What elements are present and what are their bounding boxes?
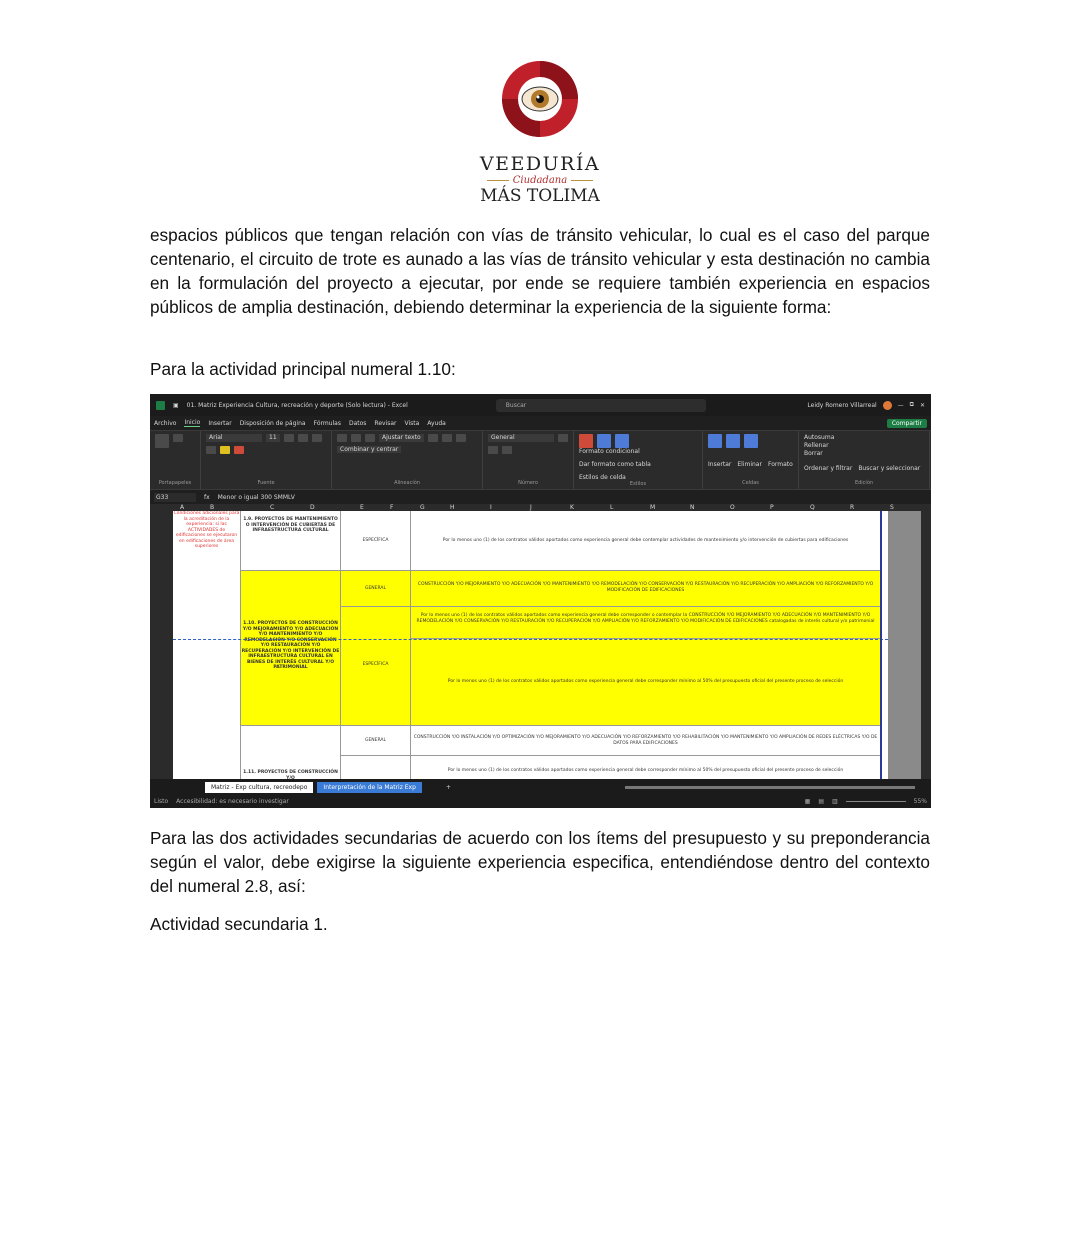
- zoom-level[interactable]: 55%: [913, 798, 927, 805]
- italic-icon[interactable]: [298, 434, 308, 442]
- ribbon-font: [201, 431, 332, 489]
- view-pagebreak-icon[interactable]: ▥: [831, 798, 838, 805]
- paragraph-activity-main: Para la actividad principal numeral 1.10:: [150, 359, 456, 379]
- col-o[interactable]: O: [730, 504, 735, 511]
- format-label: Formato: [767, 460, 793, 468]
- ribbon-group-label: Fuente: [257, 480, 275, 486]
- ribbon-clipboard: [150, 431, 201, 489]
- cell-styles-label: Estilos de celda: [579, 474, 626, 481]
- col-l[interactable]: L: [610, 504, 614, 511]
- align-bottom-icon[interactable]: [365, 434, 375, 442]
- menu-disposicion[interactable]: Disposición de página: [239, 419, 306, 427]
- menu-inicio[interactable]: Inicio: [184, 419, 201, 426]
- delete-cells-icon[interactable]: [726, 434, 740, 448]
- menu-datos[interactable]: Datos: [348, 419, 367, 427]
- cell-note-red[interactable]: Condiciones adicionales para la acreditación de la experiencia: si las ACTIVIDADES de edificaciones se ejecutaron en edificaciones de área superiores: [173, 511, 241, 571]
- col-g[interactable]: G: [420, 504, 425, 511]
- page-break-line: [173, 639, 888, 640]
- cell-d-1-9[interactable]: Por lo menos uno (1) de los contratos válidos aportados como experiencia general debe contemplar actividades de mantenimiento y/o intervención de cubiertas para edificaciones: [411, 511, 880, 571]
- paragraph-secondary: Para las dos actividades secundarias de acuerdo con los ítems del presupuesto y su preponderancia según el valor, debe exigirse la siguiente experiencia especifica, entendiéndose dentro del contexto del numeral 2.8, así:: [150, 828, 930, 896]
- user-info[interactable]: [807, 401, 925, 410]
- cell-c-1-10-general[interactable]: GENERAL: [341, 571, 411, 607]
- percent-icon[interactable]: [488, 446, 498, 454]
- accessibility-status[interactable]: Accesibilidad: es necesario investigar: [176, 798, 289, 805]
- ribbon-styles: [574, 431, 703, 489]
- currency-icon[interactable]: [558, 434, 568, 442]
- ribbon-group-label: Portapapeles: [158, 480, 192, 486]
- cond-format-label: Formato condicional: [579, 448, 640, 455]
- col-r[interactable]: R: [850, 504, 855, 511]
- cell-d-1-11-general[interactable]: CONSTRUCCIÓN Y/O INSTALACIÓN Y/O OPTIMIZACIÓN Y/O MEJORAMIENTO Y/O ADECUACIÓN Y/O REFORZAMIENTO Y/O REHABILITACIÓN Y/O MANTENIMIENTO Y/O AMPLIACIÓN DE REDES ELÉCTRICAS Y/O DE DATOS PARA EDIFICACIONES: [411, 726, 880, 756]
- cell-b-1-11[interactable]: 1.11. PROYECTOS DE CONSTRUCCIÓN Y/O: [241, 726, 341, 779]
- ribbon-alignment: [332, 431, 483, 489]
- bold-icon[interactable]: [284, 434, 294, 442]
- worksheet[interactable]: [173, 511, 888, 779]
- cell-c-1-9[interactable]: ESPECÍFICA: [341, 511, 411, 571]
- view-layout-icon[interactable]: ▤: [818, 798, 824, 805]
- cell-empty-a[interactable]: [173, 571, 241, 779]
- autosum-button[interactable]: Autosuma: [804, 434, 835, 441]
- cell-c-1-11-general[interactable]: GENERAL: [341, 726, 411, 756]
- col-q[interactable]: Q: [810, 504, 815, 511]
- delete-label: Eliminar: [737, 460, 762, 468]
- logo-city: MÁS TOLIMA: [480, 186, 600, 206]
- col-s[interactable]: S: [890, 504, 894, 511]
- ribbon-group-label: Estilos: [629, 481, 647, 487]
- col-k[interactable]: K: [570, 504, 574, 511]
- minimize-icon[interactable]: —: [897, 401, 904, 409]
- number-format-select[interactable]: General: [488, 434, 554, 442]
- cell-c-1-10-especifica[interactable]: ESPECÍFICA: [341, 607, 411, 726]
- fx-icon[interactable]: fx: [204, 493, 210, 501]
- font-color-icon[interactable]: [234, 446, 244, 454]
- excel-ribbon: [150, 430, 931, 489]
- ribbon-editing: [799, 431, 930, 489]
- status-bar: [150, 795, 931, 808]
- row-headers[interactable]: [150, 511, 173, 779]
- menu-revisar[interactable]: Revisar: [374, 419, 397, 427]
- underline-icon[interactable]: [312, 434, 322, 442]
- cell-d-1-10-especifica-a[interactable]: Por lo menos uno (1) de los contratos válidos aportados como experiencia general debe corresponder o contemplar la CONSTRUCCIÓN Y/O MEJORAMIENTO Y/O ADECUACIÓN Y/O MANTENIMIENTO Y/O REMODELACIÓN Y/O CONSERVACIÓN Y/O RESTAURACIÓN Y/O RECUPERACIÓN Y/O AMPLIACIÓN Y/O REFORZAMIENTO Y/O MODIFICACIÓN DE EDIFICACIONES catalogadas de interés cultural y/o patrimonial: [411, 607, 880, 639]
- col-n[interactable]: N: [690, 504, 695, 511]
- excel-window-title: 01. Matriz Experiencia Cultura, recreación y deporte (Solo lectura) - Excel: [186, 401, 408, 409]
- ribbon-group-label: Alineación: [394, 480, 420, 486]
- name-box[interactable]: G33: [154, 493, 196, 502]
- excel-title-bar: [150, 394, 931, 416]
- status-ready: Listo: [154, 798, 169, 805]
- col-b[interactable]: B: [210, 504, 215, 511]
- align-top-icon[interactable]: [337, 434, 347, 442]
- clear-button[interactable]: Borrar: [804, 450, 823, 457]
- conditional-format-icon[interactable]: [579, 434, 593, 448]
- table-format-label: Dar formato como tabla: [579, 461, 651, 468]
- tab-matriz[interactable]: Matriz - Exp cultura, recreodepo: [205, 782, 313, 793]
- fill-button[interactable]: Rellenar: [804, 442, 829, 449]
- table-format-icon[interactable]: [597, 434, 611, 448]
- align-right-icon[interactable]: [456, 434, 466, 442]
- font-size-select[interactable]: 11: [266, 434, 280, 442]
- cell-b-1-9[interactable]: 1.9. PROYECTOS DE MANTENIMIENTO O INTERVENCIÓN DE CUBIERTAS DE INFRAESTRUCTURA CULTURAL: [241, 511, 341, 571]
- tab-interpretacion[interactable]: Interpretación de la Matriz Exp: [317, 782, 422, 793]
- cut-icon[interactable]: [173, 434, 183, 442]
- restore-icon[interactable]: ⧉: [909, 401, 914, 408]
- merge-center-button[interactable]: Combinar y centrar: [337, 446, 401, 453]
- wrap-text-button[interactable]: Ajustar texto: [379, 434, 424, 442]
- logo-title: VEEDURÍA: [479, 153, 601, 175]
- menu-vista[interactable]: Vista: [404, 419, 420, 427]
- align-middle-icon[interactable]: [351, 434, 361, 442]
- cell-d-1-10-especifica-b[interactable]: Por lo menos uno (1) de los contratos válidos aportados como experiencia general debe corresponder mínimo al 50% del presupuesto oficial del presente proceso de selección: [411, 639, 880, 726]
- font-name-select[interactable]: Arial: [206, 434, 262, 442]
- logo: [470, 55, 610, 215]
- col-e[interactable]: E: [360, 504, 364, 511]
- share-button[interactable]: Compartir: [887, 419, 927, 428]
- align-left-icon[interactable]: [428, 434, 438, 442]
- fill-color-icon[interactable]: [220, 446, 230, 454]
- cell-styles-icon[interactable]: [615, 434, 629, 448]
- menu-archivo[interactable]: Archivo: [154, 419, 177, 427]
- ribbon-group-label: Número: [518, 480, 538, 486]
- search-input[interactable]: Buscar: [496, 399, 706, 412]
- ribbon-group-label: Edición: [854, 480, 874, 486]
- align-center-icon[interactable]: [442, 434, 452, 442]
- cell-c-1-11-especifica[interactable]: [341, 756, 411, 779]
- horizontal-scrollbar[interactable]: [625, 786, 915, 789]
- formula-bar: [150, 489, 931, 504]
- user-name: Leidy Romero Villarreal: [807, 401, 877, 409]
- view-normal-icon[interactable]: ▦: [804, 798, 811, 805]
- eye-lens-logo-icon: [498, 55, 582, 151]
- close-icon[interactable]: ✕: [919, 401, 925, 409]
- menu-insertar[interactable]: Insertar: [208, 419, 232, 427]
- insert-label: Insertar: [708, 460, 732, 468]
- border-icon[interactable]: [206, 446, 216, 454]
- col-c[interactable]: C: [270, 504, 275, 511]
- paragraph-secondary-1: Actividad secundaria 1.: [150, 914, 328, 934]
- menu-ayuda[interactable]: Ayuda: [427, 419, 446, 427]
- col-f[interactable]: F: [390, 504, 394, 511]
- format-cells-icon[interactable]: [744, 434, 758, 448]
- logo-subtitle: Ciudadana: [470, 175, 610, 186]
- zoom-slider[interactable]: [846, 801, 906, 802]
- formula-input[interactable]: Menor o igual 300 SMMLV: [217, 493, 295, 501]
- insert-cells-icon[interactable]: [708, 434, 722, 448]
- ribbon-group-label: Celdas: [742, 480, 759, 486]
- add-sheet-icon[interactable]: +: [445, 783, 451, 791]
- save-icon[interactable]: ▣: [173, 401, 179, 409]
- ribbon-cells: [703, 431, 799, 489]
- find-select-button[interactable]: Buscar y seleccionar: [858, 465, 921, 472]
- excel-screenshot: [150, 394, 931, 808]
- cell-b-1-10[interactable]: 1.10. PROYECTOS DE CONSTRUCCIÓN Y/O MEJORAMIENTO Y/O ADECUACIÓN Y/O MANTENIMIENTO Y/O REMODELACIÓN Y/O CONSERVACIÓN Y/O RESTAURACIÓN Y/O RECUPERACIÓN Y/O INTERVENCIÓN DE INFRAESTRUCTURA CULTURAL EN BIENES DE INTERÉS CULTURAL Y/O PATRIMONIAL: [241, 571, 341, 726]
- avatar[interactable]: [883, 401, 892, 410]
- comma-icon[interactable]: [502, 446, 512, 454]
- gray-margin: [888, 511, 921, 779]
- print-area-border: [880, 511, 882, 779]
- col-a[interactable]: A: [180, 504, 185, 511]
- cell-d-1-11-especifica[interactable]: Por lo menos uno (1) de los contratos válidos aportados como experiencia general debe corresponder mínimo al 50% del presupuesto oficial del presente proceso de selección: [447, 768, 844, 773]
- paragraph-intro: espacios públicos que tengan relación con vías de tránsito vehicular, lo cual es el caso del parque centenario, el circuito de trote es aunado a las vías de tránsito vehicular y esta destinación no cambia en la formulación del proyecto a ejecutar, por ende se requiere también experiencia en espacios públicos de amplia destinación, debiendo determinar la experiencia de la siguiente forma:: [150, 225, 930, 317]
- col-j[interactable]: J: [530, 504, 532, 511]
- ribbon-number: [483, 431, 574, 489]
- col-d[interactable]: D: [310, 504, 315, 511]
- excel-menu: [150, 416, 931, 430]
- sheet-tabs: [150, 779, 931, 795]
- vertical-scrollbar[interactable]: [921, 511, 931, 779]
- paste-icon[interactable]: [155, 434, 169, 448]
- sheet-grid: [150, 511, 931, 779]
- col-h[interactable]: H: [450, 504, 455, 511]
- col-m[interactable]: M: [650, 504, 656, 511]
- menu-formulas[interactable]: Fórmulas: [313, 419, 341, 427]
- excel-logo-icon: [156, 401, 165, 410]
- col-i[interactable]: I: [490, 504, 492, 511]
- cell-d-1-10-general[interactable]: CONSTRUCCIÓN Y/O MEJORAMIENTO Y/O ADECUACIÓN Y/O MANTENIMIENTO Y/O REMODELACIÓN Y/O CONSERVACIÓN Y/O RESTAURACIÓN Y/O RECUPERACIÓN Y/O AMPLIACIÓN Y/O REFORZAMIENTO Y/O MODIFICACIÓN DE EDIFICACIONES: [411, 571, 880, 607]
- col-p[interactable]: P: [770, 504, 774, 511]
- sort-filter-button[interactable]: Ordenar y filtrar: [804, 465, 853, 472]
